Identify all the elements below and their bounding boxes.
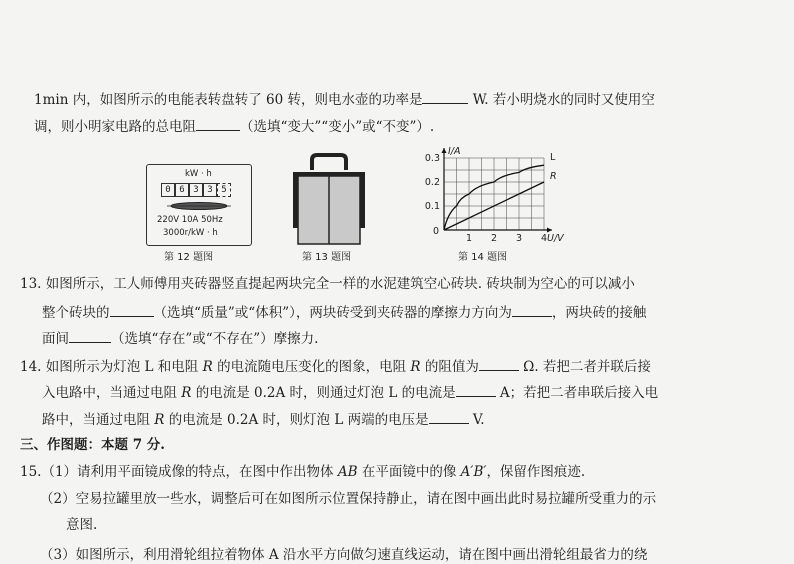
q15-line-2 — [40, 490, 656, 508]
q13-line-1 — [20, 275, 635, 293]
x-tick-label: 1 — [465, 233, 473, 244]
q14-line-2 — [42, 382, 658, 402]
q12-line-2 — [34, 116, 434, 136]
meter-spec: 220V 10A 50Hz — [157, 215, 223, 225]
q14-text: 的阻值为 — [420, 359, 479, 375]
curve-label-R: R — [550, 171, 557, 183]
q15-symbol: A′B′ — [460, 464, 487, 480]
q13-text: 整个砖块的 — [42, 305, 110, 321]
q12-text: （选填“变大”“变小”或“不变”）. — [240, 119, 435, 135]
meter-digit-decimal: 5 — [217, 183, 231, 197]
x-axis-arrow-icon — [547, 228, 552, 233]
y-axis-label: I/A — [448, 146, 461, 157]
q15-text: 在平面镜中的像 — [357, 464, 461, 480]
q14-line-1 — [20, 356, 651, 376]
y-tick-label: 0.2 — [424, 177, 440, 188]
q12-answer-blank-resistance[interactable] — [196, 116, 240, 131]
q12-text: 1min 内，如图所示的电能表转盘转了 60 转，则电水壶的功率是 — [34, 92, 423, 108]
section-3-heading — [20, 436, 165, 454]
q14-text: 的电流是 0.2A 时，则通过灯泡 L 的电流是 — [191, 385, 456, 401]
meter-digit: 3 — [203, 183, 217, 197]
q12-answer-blank-power[interactable] — [422, 89, 468, 104]
q14-symbol: R — [181, 385, 192, 401]
brick-clamp-figure — [290, 152, 368, 248]
q14-line-3 — [42, 409, 485, 429]
q15-symbol: AB — [337, 464, 358, 480]
q12-text: W. 若小明烧水的同时又使用空 — [468, 92, 655, 108]
meter-unit: kW · h — [185, 169, 212, 179]
q15-text: 意图. — [66, 517, 98, 533]
q14-text: 的电流随电压变化的图象，电阻 — [212, 359, 411, 375]
y-tick-label: 0.1 — [424, 201, 440, 212]
q13-line-3 — [42, 328, 318, 348]
meter-digit: 6 — [175, 183, 189, 197]
fig12-caption: 第 12 题图 — [164, 252, 214, 263]
meter-rate: 3000r/kW · h — [163, 228, 218, 238]
section-3-title: 三、作图题：本题 7 分. — [20, 437, 165, 453]
x-tick-label: 3 — [515, 233, 523, 244]
x-tick-label: 2 — [490, 233, 498, 244]
y-tick-label: 0.3 — [424, 153, 440, 164]
y-axis-arrow-icon — [442, 148, 447, 153]
q13-text: ，两块砖的接触 — [551, 305, 647, 321]
q13-text: 13. 如图所示，工人师傅用夹砖器竖直提起两块完全一样的水泥建筑空心砖块. 砖块制为空心的可以减小 — [20, 276, 635, 292]
q14-answer-blank-3[interactable] — [429, 409, 469, 424]
fig14-caption: 第 14 题图 — [458, 252, 508, 263]
q13-answer-blank-2[interactable] — [512, 302, 552, 317]
q12-line-1 — [34, 89, 655, 109]
curve-label-L: L — [550, 152, 556, 163]
origin-label: 0 — [432, 226, 439, 237]
q15-line-1 — [20, 463, 585, 481]
q14-symbol: R — [410, 359, 421, 375]
electric-meter-figure — [146, 164, 252, 246]
q15-text: ，保留作图痕迹. — [486, 464, 586, 480]
q15-line-2b — [66, 516, 97, 534]
meter-digit: 3 — [189, 183, 203, 197]
q13-text: （选填“质量”或“体积”），两块砖受到夹砖器的摩擦力方向为 — [153, 305, 512, 321]
q12-text: 调，则小明家电路的总电阻 — [34, 119, 196, 135]
q14-text: 14. 如图所示为灯泡 L 和电阻 — [20, 359, 203, 375]
q13-answer-blank-1[interactable] — [110, 302, 154, 317]
q15-line-3 — [40, 546, 647, 564]
q14-text: 的电流是 0.2A 时，则灯泡 L 两端的电压是 — [164, 412, 429, 428]
iu-graph — [416, 140, 564, 246]
q14-answer-blank-2[interactable] — [456, 382, 496, 397]
fig13-caption: 第 13 题图 — [302, 252, 352, 263]
x-tick-label: 4 — [540, 233, 548, 244]
q13-text: 面间 — [42, 331, 69, 347]
meter-disc-icon — [167, 201, 231, 211]
x-axis-label: U/V — [547, 233, 564, 244]
q13-answer-blank-3[interactable] — [69, 328, 111, 343]
q15-text: 15.（1）请利用平面镜成像的特点，在图中作出物体 — [20, 464, 338, 480]
q15-text: （2）空易拉罐里放一些水，调整后可在如图所示位置保持静止，请在图中画出此时易拉罐所受重力的示 — [40, 491, 657, 507]
q14-text: 入电路中，当通过电阻 — [42, 385, 182, 401]
q14-answer-blank-1[interactable] — [479, 356, 519, 371]
meter-digit: 0 — [161, 183, 175, 197]
q13-text: （选填“存在”或“不存在”）摩擦力. — [111, 331, 319, 347]
q14-symbol: R — [154, 412, 165, 428]
q14-symbol: R — [202, 359, 213, 375]
q14-text: A；若把二者串联后接入电 — [495, 385, 659, 401]
q14-text: Ω. 若把二者并联后接 — [518, 359, 651, 375]
q15-text: （3）如图所示，利用滑轮组拉着物体 A 沿水平方向做匀速直线运动，请在图中画出滑轮组最省力的绕 — [40, 547, 648, 563]
q14-text: V. — [468, 412, 485, 428]
q14-text: 路中，当通过电阻 — [42, 412, 155, 428]
q13-line-2 — [42, 302, 646, 322]
